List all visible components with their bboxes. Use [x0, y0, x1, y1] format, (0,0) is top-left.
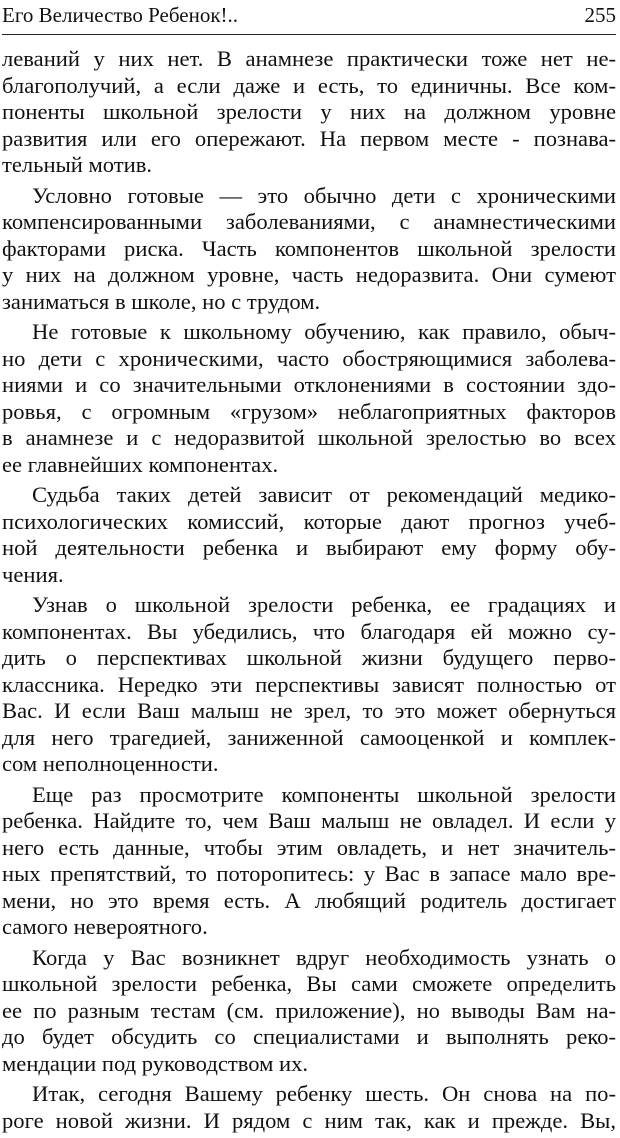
- text-line: роге новой жизни. И рядом с ним так, как и прежде. Вы,: [2, 1107, 616, 1133]
- text-line: но дети с хроническими, часто обостряющимися заболева-: [2, 345, 616, 371]
- text-line: классника. Нередко эти перспективы зависят полностью от: [2, 671, 616, 697]
- paragraph: [2, 592, 616, 778]
- text-line: дить о перспективах школьной жизни будущего перво-: [2, 645, 616, 670]
- paragraph: [2, 482, 616, 588]
- running-title: Его Величество Ребенок!..: [2, 3, 239, 27]
- paragraph: [2, 945, 616, 1078]
- text-line: факторами риска. Часть компонентов школьной зрелости: [2, 235, 616, 261]
- text-line: мендации под руководством их.: [2, 1050, 309, 1076]
- text-line: самого невероятного.: [2, 914, 208, 939]
- text-line: развития или его опережают. На первом месте - познава-: [2, 125, 616, 151]
- text-line: ее по разным тестам (см. приложение), но выводы Вам на-: [2, 997, 616, 1023]
- paragraph: [2, 319, 616, 478]
- text-line: школьной зрелости ребенка, Вы сами сможете определить: [2, 971, 616, 996]
- text-line: Судьба таких детей зависит от рекомендаций медико-: [32, 482, 616, 507]
- text-line: до будет обсудить со специалистами и выполнять реко-: [2, 1024, 616, 1049]
- text-line: чения.: [2, 561, 64, 587]
- text-line: леваний у них нет. В анамнезе практически тоже нет не-: [2, 46, 616, 71]
- text-line: компенсированными заболеваниями, с анамнестическими: [2, 209, 616, 234]
- paragraph: [2, 782, 616, 941]
- text-line: компонентах. Вы убедились, что благодаря ей можно су-: [2, 618, 616, 644]
- text-line: у них на должном уровне, часть недоразвита. Они сумеют: [2, 262, 616, 287]
- text-line: Условно готовые — это обычно дети с хроническими: [32, 182, 616, 208]
- text-line: ее главнейших компонентах.: [2, 451, 279, 477]
- text-line: Узнав о школьной зрелости ребенка, ее градациях и: [32, 592, 616, 617]
- text-line: Итак, сегодня Вашему ребенку шесть. Он снова на по-: [32, 1081, 616, 1106]
- text-line: Когда у Вас возникнет вдруг необходимость узнать о: [32, 944, 616, 970]
- text-line: поненты школьной зрелости у них на должном уровне: [2, 99, 616, 124]
- text-line: тельный мотив.: [2, 152, 153, 177]
- body-text: [2, 46, 616, 1138]
- text-line: сом неполноценности.: [2, 751, 219, 776]
- paragraph: [2, 183, 616, 316]
- page-number: 255: [584, 3, 616, 27]
- text-line: ровья, с огромным «грузом» неблагоприятных факторов: [2, 398, 616, 424]
- text-line: в анамнезе и с недоразвитой школьной зрелостью во всех: [2, 425, 616, 450]
- paragraph: [2, 46, 616, 179]
- text-line: ной деятельности ребенка и выбирают ему форму обу-: [2, 535, 616, 560]
- text-line: Вас. И если Ваш малыш не зрел, то это может обернуться: [2, 698, 616, 723]
- text-line: него есть данные, чтобы этим овладеть, и нет значитель-: [2, 834, 616, 860]
- paragraph: [2, 1081, 616, 1134]
- text-line: Еще раз просмотрите компоненты школьной зрелости: [32, 781, 616, 807]
- text-line: ниями и со значительными отклонениями в состоянии здо-: [2, 372, 616, 397]
- text-line: Не готовые к школьному обучению, как правило, обыч-: [32, 319, 616, 344]
- running-header: [2, 0, 616, 35]
- text-line: ребенка. Найдите то, чем Ваш малыш не овладел. И если у: [2, 808, 616, 833]
- text-line: заниматься в школе, но с трудом.: [2, 288, 321, 314]
- text-line: психологических комиссий, которые дают прогноз учеб-: [2, 508, 616, 534]
- text-line: ных препятствий, то поторопитесь: у Вас в запасе мало вре-: [2, 861, 616, 886]
- text-line: мени, но это время есть. А любящий родитель достигает: [2, 887, 616, 913]
- text-line: для него трагедией, заниженной самооценкой и комплек-: [2, 724, 616, 750]
- text-line: благополучий, а если даже и есть, то единичны. Все ком-: [2, 72, 616, 98]
